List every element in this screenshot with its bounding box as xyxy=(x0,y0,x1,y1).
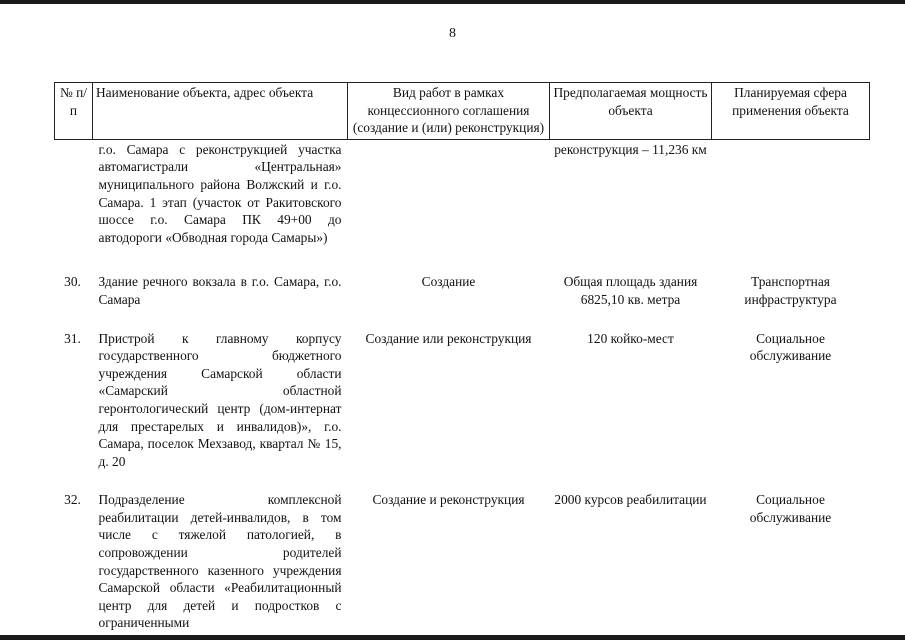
cell-capacity: реконструкция – 11,236 км xyxy=(554,141,707,157)
page-number: 8 xyxy=(449,26,456,41)
cell-num: 31. xyxy=(64,330,81,346)
table-row xyxy=(55,309,870,471)
cell-sphere xyxy=(712,139,870,246)
cell-capacity: Общая площадь здания 6825,10 кв. метра xyxy=(563,274,698,307)
table-header-row xyxy=(55,83,870,140)
header-capacity: Предполагаемая мощность объекта xyxy=(550,83,712,140)
cell-sphere: Транспортная инфраструктура xyxy=(744,274,837,307)
header-work: Вид работ в рамках концессионного соглашения (создание и (или) реконструкция) xyxy=(348,83,550,140)
header-sphere: Планируемая сфера применения объекта xyxy=(712,83,870,140)
cell-name: г.о. Самара с реконструкцией участка автомагистрали «Центральная» муниципального района Волжский и г.о. Самара. 1 этап (участок от Ракитовского шоссе г.о. Самара ПК 49+00 до автодороги «Обводная города Самары») xyxy=(98,141,342,245)
cell-num xyxy=(55,139,93,246)
cell-work: Создание и реконструкция xyxy=(372,492,525,508)
cell-name: Подразделение комплексной реабилитации детей-инвалидов, в том числе с тяжелой патологией, в сопровождении родителей государственного казенного учреждения Самарской области «Реабилитационный центр для детей и подростков с ограниченными xyxy=(98,492,342,631)
cell-work: Создание xyxy=(421,274,476,290)
table-row xyxy=(55,246,870,308)
cell-sphere: Социальное обслуживание xyxy=(749,492,832,525)
table-row xyxy=(55,139,870,246)
header-name: Наименование объекта, адрес объекта xyxy=(93,83,348,140)
objects-table xyxy=(54,82,870,632)
header-num: № п/п xyxy=(55,83,93,140)
cell-work xyxy=(348,139,550,246)
cell-capacity: 120 койко-мест xyxy=(587,330,674,346)
cell-work: Создание или реконструкция xyxy=(365,330,532,346)
cell-sphere: Социальное обслуживание xyxy=(749,330,832,364)
cell-name: Здание речного вокзала в г.о. Самара, г.о. Самара xyxy=(98,274,342,307)
cell-num: 32. xyxy=(64,492,81,508)
top-rule xyxy=(0,0,905,4)
cell-num: 30. xyxy=(64,274,81,290)
cell-name: Пристрой к главному корпусу государственного бюджетного учреждения Самарской области «Самарский областной геронтологический центр (дом-интернат для престарелых и инвалидов)», г.о. Самара, поселок Мехзавод, квартал № 15, д. 20 xyxy=(98,330,342,469)
bottom-rule xyxy=(0,635,905,640)
cell-capacity: 2000 курсов реабилитации xyxy=(554,492,707,508)
table-row xyxy=(55,470,870,632)
